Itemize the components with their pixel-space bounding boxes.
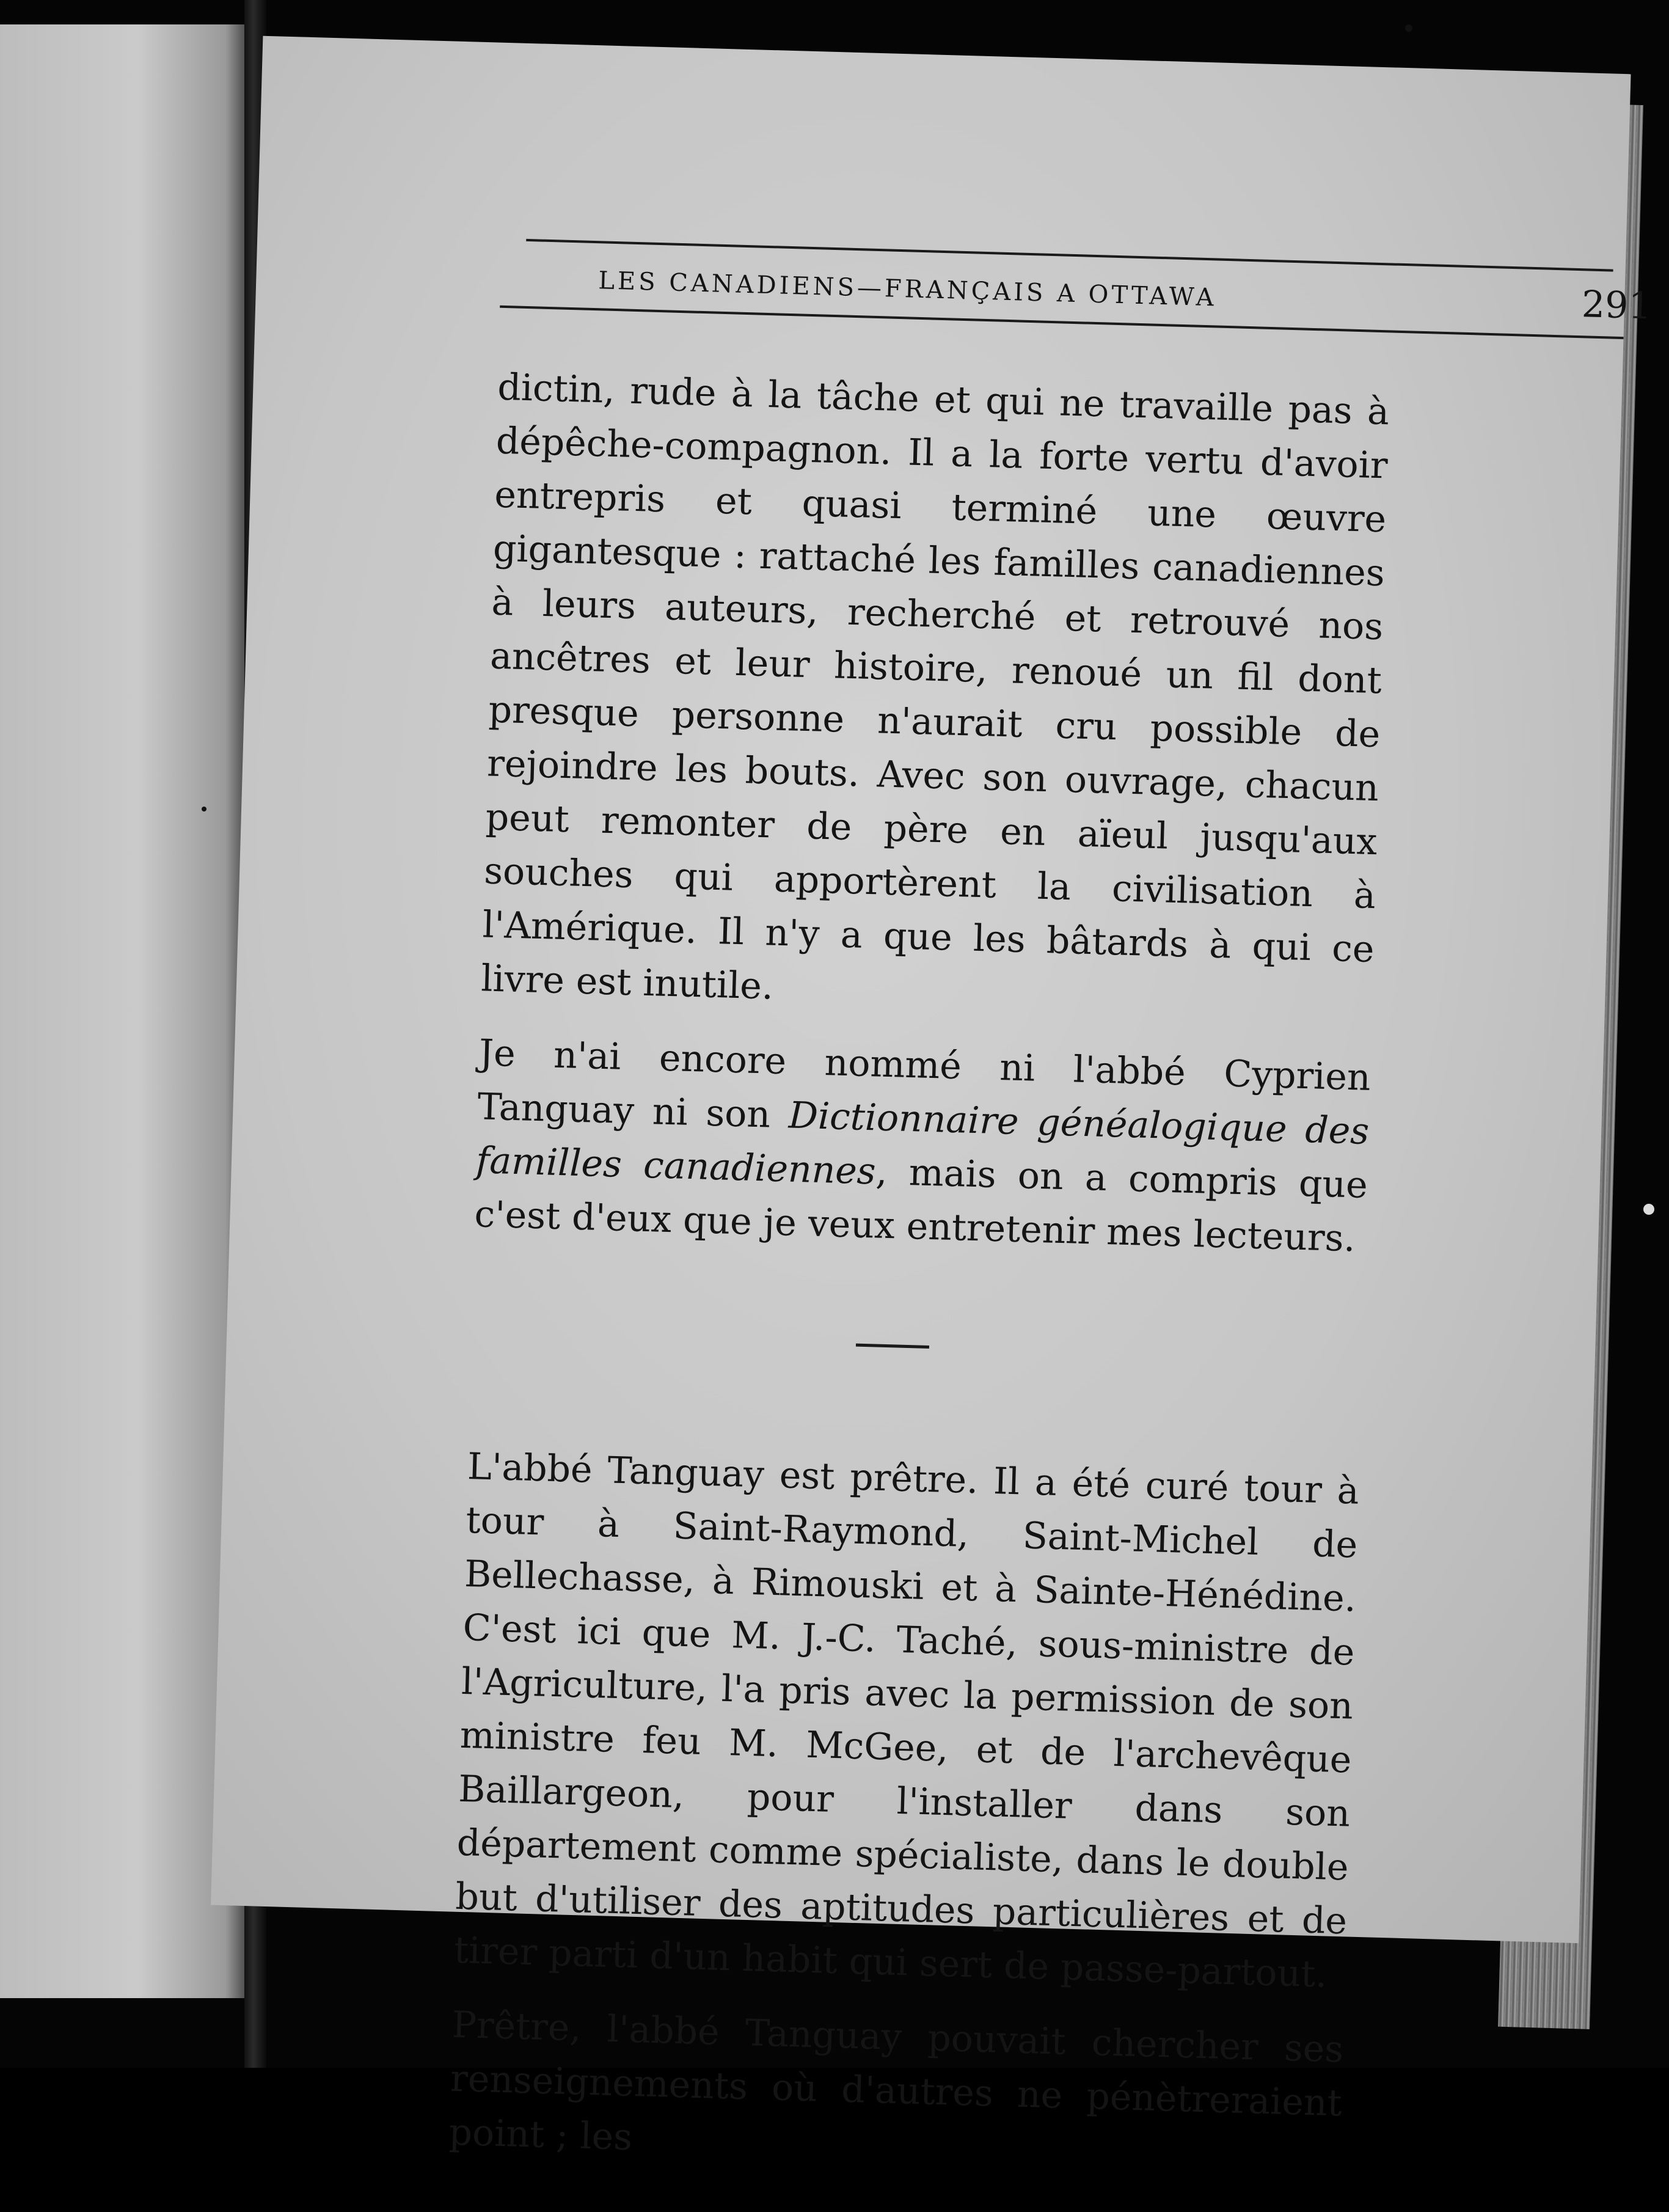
paragraph-2	[473, 1026, 1371, 1266]
page-number: 291	[1581, 283, 1653, 328]
scan-speck	[1643, 1204, 1654, 1215]
section-separator	[856, 1344, 929, 1349]
scan-speck	[202, 807, 206, 811]
paragraph-1: dictin, rude à la tâche et qui ne travaille pas à dépêche-compagnon. Il a la forte vertu d'avoir entrepris et quasi terminé une œuvre gigantesque : rattaché les familles canadiennes à leurs auteurs, recherché et retrouvé nos ancêtres et leur histoire, renoué un fil dont presque personne n'aurait cru possible de rejoindre les bouts. Avec son ouvrage, chacun peut remonter de père en aïeul jusqu'aux souches qui apportèrent la civilisation à l'Amérique. Il n'y a que les bâtards à qui ce livre est inutile.	[480, 365, 1390, 1008]
header-rule-top	[526, 239, 1613, 272]
paragraph-3: L'abbé Tanguay est prêtre. Il a été curé tour à tour à Saint-Raymond, Saint-Michel de Bellechasse, à Rimouski et à Sainte-Hénédine. C'est ici que M. J.-C. Taché, sous-ministre de l'Agriculture, l'a pris avec la permission de son ministre feu M. McGee, et de l'archevêque Baillargeon, pour l'installer dans son département comme spécialiste, dans le double but d'utiliser des aptitudes particulières et de tirer parti d'un habit qui sert de passe-partout.	[453, 1445, 1360, 1996]
paragraph-2-start: Je n'ai encore nommé ni l'abbé Cyprien Tanguay ni son	[477, 1031, 1371, 1137]
running-head: LES CANADIENS—FRANÇAIS A OTTAWA	[597, 266, 1218, 312]
paragraph-4: Prêtre, l'abbé Tanguay pouvait chercher ses renseignements où d'autres ne pénètreraient point ; les	[448, 2003, 1345, 2159]
body-text	[448, 361, 1390, 2205]
paragraph-2-end: , mais on a compris que c'est d'eux que je veux entretenir mes lecteurs.	[473, 1150, 1368, 1261]
scan-speck	[1405, 24, 1412, 32]
book-page	[211, 36, 1653, 2159]
book-title-italic: Dictionnaire généalogique des familles canadiennes	[475, 1094, 1370, 1193]
page-content	[448, 232, 1653, 2159]
previous-page-edge	[0, 24, 250, 1998]
